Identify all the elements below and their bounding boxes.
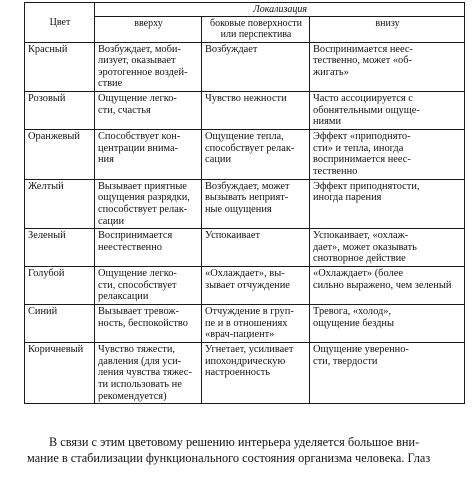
effect-side: Возбуждает, может вызывать неприят- ные ощущения bbox=[202, 179, 310, 229]
effect-top: Ощущение легко- сти, счастья bbox=[95, 92, 202, 130]
effect-side: Чувство нежности bbox=[202, 92, 310, 130]
color-name: Розовый bbox=[25, 92, 95, 130]
effect-top: Вызывает приятные ощущения разрядки, способствует релак- сации bbox=[95, 179, 202, 229]
table-row bbox=[25, 130, 465, 180]
effect-side: Ощущение тепла, способствует релак- сации bbox=[202, 130, 310, 180]
table-row bbox=[25, 42, 465, 92]
effect-bottom: Часто ассоциируется с обонятельными ощуще- ниями bbox=[310, 92, 465, 130]
effect-top: Ощущение легко- сти, способствует релаксации bbox=[95, 267, 202, 305]
table-row bbox=[25, 267, 465, 305]
table-row bbox=[25, 179, 465, 229]
color-name: Синий bbox=[25, 305, 95, 343]
effect-side: «Охлаждает», вы- зывает отчуждение bbox=[202, 267, 310, 305]
color-name: Голубой bbox=[25, 267, 95, 305]
header-top: вверху bbox=[95, 17, 202, 42]
table-row bbox=[25, 92, 465, 130]
effect-side: Возбуждает bbox=[202, 42, 310, 92]
effect-bottom: «Охлаждает» (более сильно выражено, чем зеленый bbox=[310, 267, 465, 305]
color-name: Коричневый bbox=[25, 342, 95, 403]
header-side: боковые поверхности или перспектива bbox=[202, 17, 310, 42]
effect-bottom: Воспринимается неес- тественно, может «об- жигать» bbox=[310, 42, 465, 92]
effect-bottom: Эффект «приподнято- сти» и тепла, иногда воспринимается неес- тественно bbox=[310, 130, 465, 180]
effect-top: Вызывает тревож- ность, беспокойство bbox=[95, 305, 202, 343]
effect-bottom: Эффект приподнятости, иногда парения bbox=[310, 179, 465, 229]
header-localization: Локализация bbox=[95, 3, 465, 17]
color-name: Желтый bbox=[25, 179, 95, 229]
table-row bbox=[25, 229, 465, 267]
effect-side: Успокаивает bbox=[202, 229, 310, 267]
table-body bbox=[25, 42, 465, 404]
effect-top: Способствует кон- центрации внима- ния bbox=[95, 130, 202, 180]
header-color: Цвет bbox=[25, 3, 95, 43]
effect-side: Угнетает, усиливает ипохондрическую настроенность bbox=[202, 342, 310, 403]
body-paragraph: В связи с этим цветовому решению интерьера уделяется большое вни- мание в стабилизации функционального состояния организма человека. Глаз bbox=[27, 435, 431, 466]
color-name: Оранжевый bbox=[25, 130, 95, 180]
table-row bbox=[25, 342, 465, 403]
effect-top: Чувство тяжести, давления (для уси- ления чувства тяжес- ти использовать не рекомендуется) bbox=[95, 342, 202, 403]
color-name: Красный bbox=[25, 42, 95, 92]
table-row bbox=[25, 305, 465, 343]
effect-top: Возбуждает, моби- лизует, оказывает эротогенное воздей- ствие bbox=[95, 42, 202, 92]
color-name: Зеленый bbox=[25, 229, 95, 267]
effect-bottom: Тревога, «холод», ощущение бездны bbox=[310, 305, 465, 343]
header-bottom: внизу bbox=[310, 17, 465, 42]
effect-top: Воспринимается неестественно bbox=[95, 229, 202, 267]
effect-side: Отчуждение в груп- пе и в отношениях «врач-пациент» bbox=[202, 305, 310, 343]
effect-bottom: Успокаивает, «охлаж- дает», может оказывать снотворное действие bbox=[310, 229, 465, 267]
color-localization-table bbox=[24, 2, 465, 404]
effect-bottom: Ощущение уверенно- сти, твердости bbox=[310, 342, 465, 403]
table-header bbox=[25, 3, 465, 43]
